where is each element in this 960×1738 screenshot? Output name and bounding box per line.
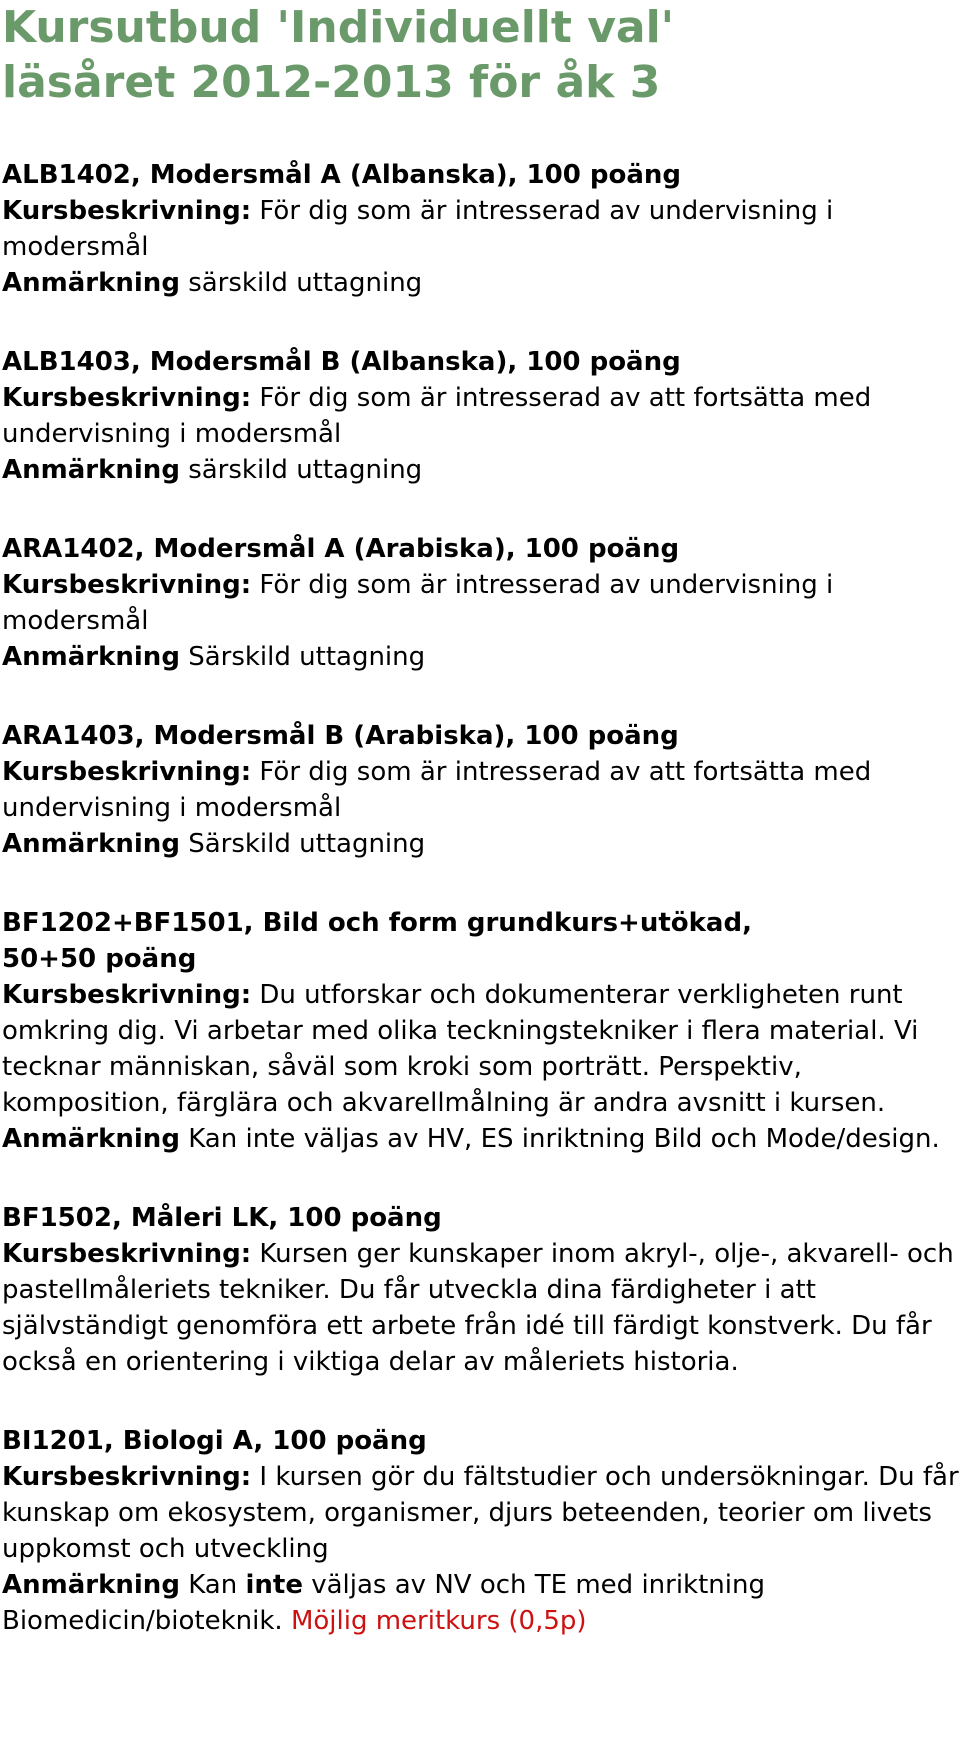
title-line-2: läsåret 2012-2013 för åk 3 — [2, 57, 661, 108]
course-entry — [2, 905, 960, 1157]
course-description — [2, 754, 960, 826]
course-description — [2, 567, 960, 639]
course-entry — [2, 1423, 960, 1639]
course-heading: ARA1403, Modersmål B (Arabiska), 100 poäng — [2, 721, 679, 751]
course-remark — [2, 639, 960, 675]
remark-text: Särskild uttagning — [188, 829, 426, 859]
remark-label: Anmärkning — [2, 1124, 180, 1154]
title-line-1: Kursutbud 'Individuellt val' — [2, 2, 675, 53]
remark-text: Kan inte väljas av HV, ES inriktning Bild och Mode/design. — [188, 1124, 940, 1154]
remark-text: särskild uttagning — [188, 455, 423, 485]
description-label: Kursbeskrivning: — [2, 980, 252, 1010]
merit-course-note: Möjlig meritkurs (0,5p) — [290, 1606, 587, 1636]
description-label: Kursbeskrivning: — [2, 757, 252, 787]
remark-label: Anmärkning — [2, 455, 180, 485]
description-label: Kursbeskrivning: — [2, 383, 252, 413]
course-remark — [2, 1121, 960, 1157]
remark-label: Anmärkning — [2, 829, 180, 859]
course-heading: BF1502, Måleri LK, 100 poäng — [2, 1203, 442, 1233]
course-description — [2, 193, 960, 265]
course-remark — [2, 826, 960, 862]
remark-text: särskild uttagning — [188, 268, 423, 298]
course-remark — [2, 1567, 960, 1639]
remark-label: Anmärkning — [2, 268, 180, 298]
course-entry — [2, 718, 960, 862]
description-text: I kursen gör du fältstudier och undersökningar. Du får kunskap om ekosystem, organismer, djurs beteenden, teorier om livets uppkomst och utveckling — [2, 1462, 959, 1564]
description-label: Kursbeskrivning: — [2, 1239, 252, 1269]
course-heading: ALB1402, Modersmål A (Albanska), 100 poäng — [2, 160, 682, 190]
course-heading-line-2: 50+50 poäng — [2, 944, 197, 974]
course-list — [2, 157, 960, 1639]
page-title — [2, 0, 960, 110]
description-text: För dig som är intresserad av undervisning i modersmål — [2, 570, 834, 636]
course-entry — [2, 344, 960, 488]
course-description — [2, 1459, 960, 1567]
course-description — [2, 977, 960, 1121]
description-label: Kursbeskrivning: — [2, 570, 252, 600]
remark-label: Anmärkning — [2, 642, 180, 672]
description-label: Kursbeskrivning: — [2, 1462, 252, 1492]
course-remark — [2, 265, 960, 301]
description-text: Du utforskar och dokumenterar verkligheten runt omkring dig. Vi arbetar med olika teckningstekniker i flera material. Vi tecknar människan, såväl som kroki som porträtt. Perspektiv, komposition, färglära och akvarellmålning är andra avsnitt i kursen. — [2, 980, 919, 1118]
description-text: För dig som är intresserad av undervisning i modersmål — [2, 196, 834, 262]
remark-label: Anmärkning — [2, 1570, 180, 1600]
course-entry — [2, 1200, 960, 1380]
course-entry — [2, 157, 960, 301]
remark-emphasis: inte — [245, 1570, 303, 1600]
course-entry — [2, 531, 960, 675]
remark-text: Särskild uttagning — [188, 642, 426, 672]
course-heading: ARA1402, Modersmål A (Arabiska), 100 poäng — [2, 534, 680, 564]
course-description — [2, 380, 960, 452]
course-heading: BI1201, Biologi A, 100 poäng — [2, 1426, 427, 1456]
description-text: För dig som är intresserad av att fortsätta med undervisning i modersmål — [2, 383, 872, 449]
course-description — [2, 1236, 960, 1380]
course-heading-line-1: BF1202+BF1501, Bild och form grundkurs+utökad, — [2, 908, 752, 938]
remark-text-part-2: väljas av NV och TE med inriktning Biomedicin/bioteknik. — [2, 1570, 765, 1636]
description-text: För dig som är intresserad av att fortsätta med undervisning i modersmål — [2, 757, 872, 823]
description-label: Kursbeskrivning: — [2, 196, 252, 226]
course-heading: ALB1403, Modersmål B (Albanska), 100 poäng — [2, 347, 681, 377]
description-text: Kursen ger kunskaper inom akryl-, olje-, akvarell- och pastellmåleriets tekniker. Du får utveckla dina färdigheter i att självständigt genomföra ett arbete från idé till färdigt konstverk. Du får också en orientering i viktiga delar av måleriets historia. — [2, 1239, 954, 1377]
remark-text-part-1: Kan — [188, 1570, 238, 1600]
course-remark — [2, 452, 960, 488]
